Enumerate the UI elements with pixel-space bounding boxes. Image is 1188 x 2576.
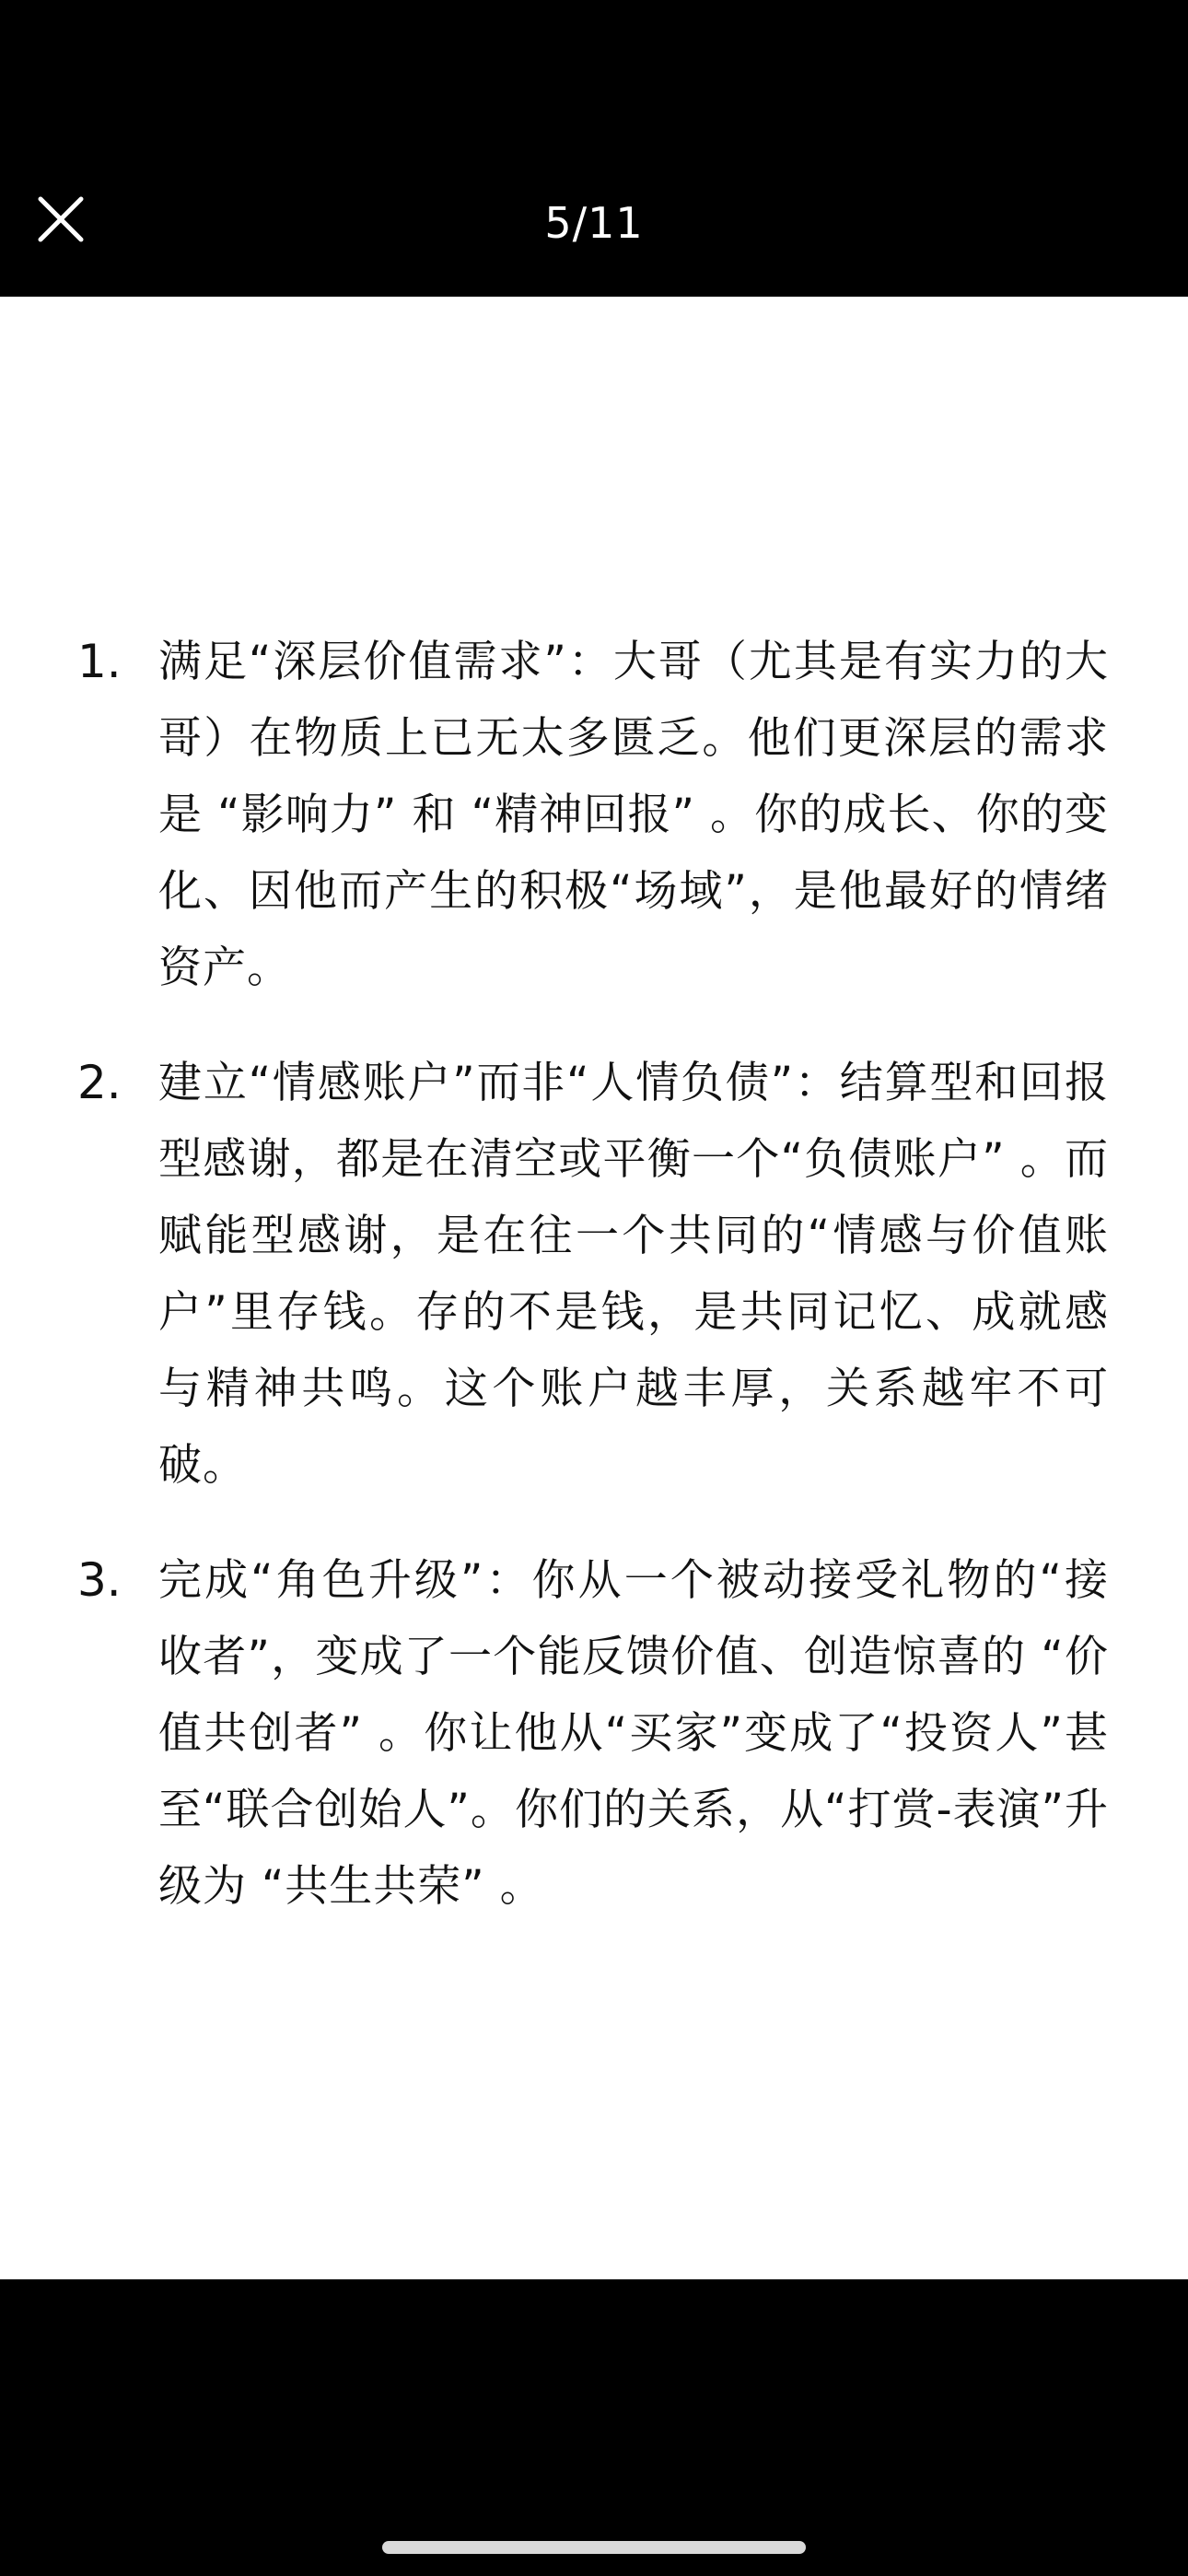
home-indicator[interactable] (382, 2541, 806, 2554)
numbered-list (0, 624, 1188, 1963)
list-item-number: 2. (77, 1056, 122, 1109)
list-item (0, 1045, 1188, 1504)
top-bar (0, 0, 1188, 297)
list-item (0, 1542, 1188, 1925)
list-item-text: 建立“情感账户”而非“人情负债”：结算型和回报型感谢，都是在清空或平衡一个“负债账户” 。而赋能型感谢，是在往一个共同的“情感与价值账户”里存钱。存的不是钱，是共同记忆、成就感与精神共鸣。这个账户越丰厚，关系越牢不可破。 (158, 1058, 1109, 1491)
list-item (0, 624, 1188, 1006)
page-counter: 5/11 (544, 198, 644, 248)
bottom-bar (0, 2279, 1188, 2576)
list-item-text: 完成“角色升级”：你从一个被动接受礼物的“接收者”，变成了一个能反馈价值、创造惊喜的 “价值共创者” 。你让他从“买家”变成了“投资人”甚至“联合创始人”。你们的关系，从“打赏-表演”升级为 “共生共荣” 。 (158, 1555, 1109, 1912)
image-content (0, 297, 1188, 2279)
list-item-number: 1. (77, 635, 122, 688)
list-item-number: 3. (77, 1553, 122, 1607)
list-item-text: 满足“深层价值需求”：大哥（尤其是有实力的大哥）在物质上已无太多匮乏。他们更深层的需求是 “影响力” 和 “精神回报” 。你的成长、你的变化、因他而产生的积极“场域”，是他最好的情绪资产。 (158, 637, 1109, 993)
